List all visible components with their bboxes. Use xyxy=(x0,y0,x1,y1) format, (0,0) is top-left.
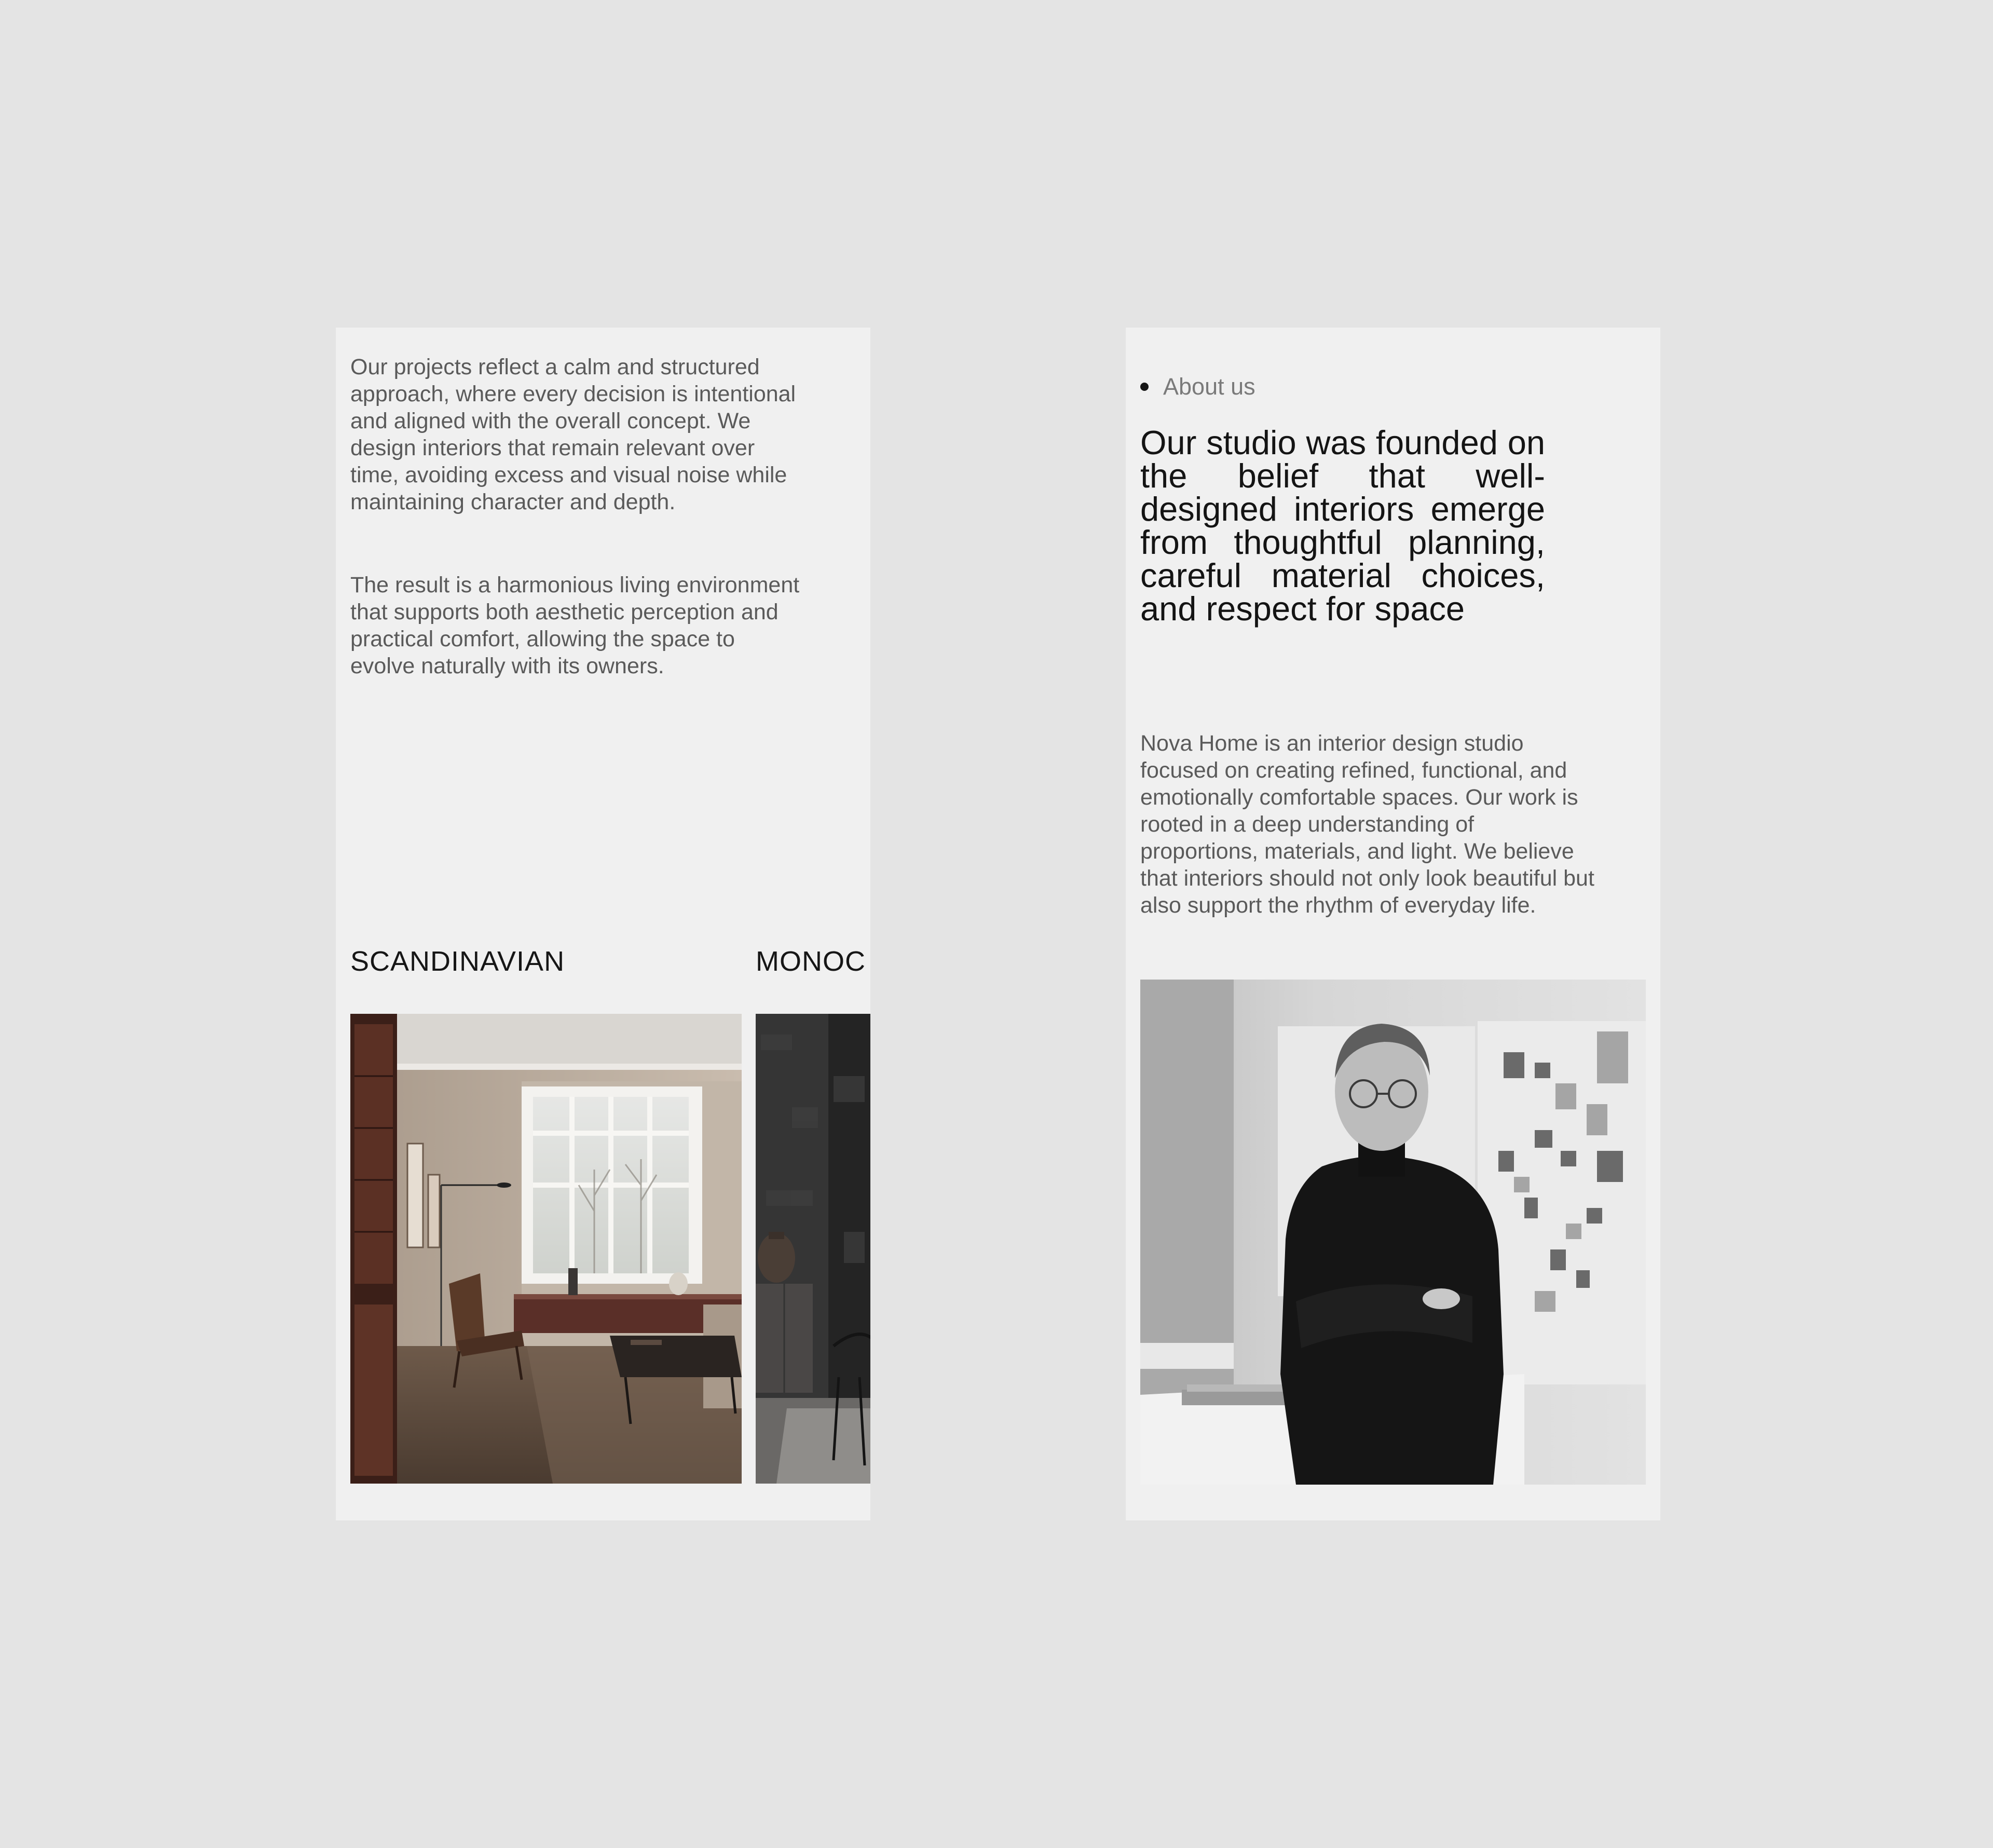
projects-result-paragraph: The result is a harmonious living environment that supports both aesthetic perception and practical comfort, allowing the space to evolve naturally with its owners. xyxy=(350,573,800,678)
studio-description-paragraph: Nova Home is an interior design studio focused on creating refined, functional, and emotionally comfortable spaces. Our work is rooted in a deep understanding of proportions, materials, and light. We believe that interiors should not only look beautiful but also support the rhythm of everyday life. xyxy=(1140,731,1594,918)
about-us-label: About us xyxy=(1163,373,1255,400)
monochrome-interior-image[interactable] xyxy=(756,1014,870,1484)
style-label-monochrome[interactable]: MONOC xyxy=(756,946,866,977)
scandinavian-interior-image[interactable] xyxy=(350,1014,742,1484)
projects-panel xyxy=(336,328,870,1520)
studio-mission-heading: Our studio was founded on the belief that well-designed interiors emerge from thoughtful planning, careful material choices, and respect for space xyxy=(1140,424,1545,628)
scandinavian-room-illustration xyxy=(350,1014,742,1484)
bullet-dot-icon xyxy=(1140,383,1149,391)
style-label-scandinavian[interactable]: SCANDINAVIAN xyxy=(350,946,565,977)
portrait-illustration xyxy=(1140,980,1646,1485)
about-section-label-row xyxy=(1140,372,1255,401)
designer-portrait-image xyxy=(1140,980,1646,1485)
projects-intro-paragraph: Our projects reflect a calm and structured approach, where every decision is intentional and aligned with the overall concept. We design interiors that remain relevant over time, avoiding excess and visual noise while maintaining character and depth. xyxy=(350,355,796,514)
about-panel xyxy=(1126,328,1660,1520)
monochrome-room-illustration xyxy=(756,1014,870,1484)
